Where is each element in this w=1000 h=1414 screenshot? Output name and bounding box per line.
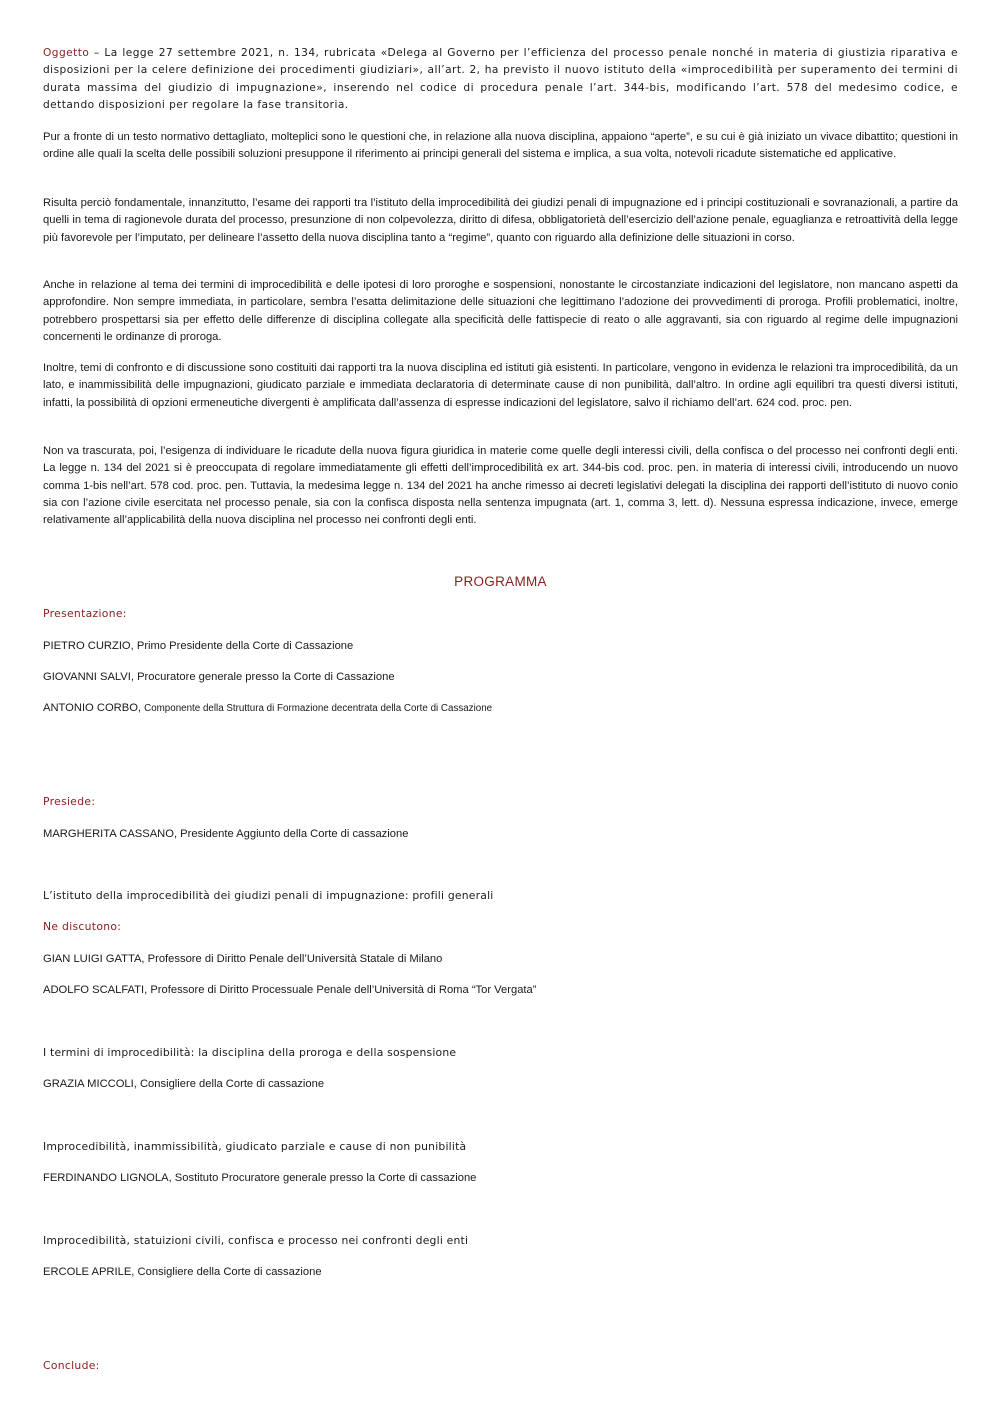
- presenter-name: GIOVANNI SALVI: [43, 671, 131, 683]
- speaker-3: [43, 1170, 476, 1186]
- presenter-name: ANTONIO CORBO: [43, 702, 138, 714]
- presenter-3: ANTONIO CORBO, Componente della Struttura di Formazione decentrata della Corte di Cassazione: [43, 702, 493, 714]
- chair-name: MARGHERITA CASSANO: [43, 828, 174, 840]
- discussant-role: , Professore di Diritto Processuale Penale dell’Università di Roma “Tor Vergata”: [144, 984, 537, 996]
- presentazione-label: Presentazione:: [43, 607, 127, 620]
- presenter-role: Componente della Struttura di Formazione decentrata della Corte di Cassazione: [144, 703, 493, 714]
- speaker-role: , Consigliere della Corte di cassazione: [131, 1266, 322, 1278]
- topic-4: Improcedibilità, statuizioni civili, confisca e processo nei confronti degli enti: [43, 1234, 469, 1247]
- paragraph-5: Non va trascurata, poi, l’esigenza di individuare le ricadute della nuova figura giuridica in materie come quelle degli interessi civili, della confisca o del processo nei confronti degli enti. La legge n. 134 del 2021 si è preoccupata di regolare immediatamente gli effetti dell’improcedibilità ex art. 344-bis cod. proc. pen. in materia di interessi civili, introducendo un nuovo comma 1-bis nell’art. 578 cod. proc. pen. Tuttavia, la medesima legge n. 134 del 2021 ha anche rimesso ai decreti legislativi delegati la disciplina dei rapporti dell’istituto di nuovo conio sia con l’azione civile esercitata nel processo penale, sia con la confisca disposta nella sentenza impugnata (art. 1, comma 3, lett. d). Nessuna espressa indicazione, invece, emerge relativamente all’applicabilità della nuova disciplina nel processo nei confronti degli enti.: [43, 445, 958, 527]
- topic-1: L’istituto della improcedibilità dei giudizi penali di impugnazione: profili generali: [43, 889, 494, 902]
- speaker-name: ERCOLE APRILE: [43, 1266, 132, 1278]
- chair: [43, 826, 408, 842]
- speaker-4: [43, 1264, 322, 1280]
- speaker-role: , Consigliere della Corte di cassazione: [133, 1078, 325, 1090]
- presenter-role: , Procuratore generale presso la Corte di Cassazione: [130, 671, 395, 683]
- paragraph-3: Anche in relazione al tema dei termini di improcedibilità e delle ipotesi di loro proroghe e sospensioni, nonostante le circostanziate indicazioni del legislatore, non mancano aspetti da approfondire. Non sempre immediata, in particolare, sembra l’esatta delimitazione delle situazioni che legittimano l’adozione dei provvedimenti di proroga. Profili problematici, inoltre, potrebbero prospettarsi sia per effetto delle differenze di disciplina collegate alla specificità delle fattispecie di reato o alle aggravanti, sia con riguardo al regime delle impugnazioni concernenti le ordinanze di proroga.: [43, 279, 958, 343]
- presenter-name: PIETRO CURZIO: [43, 640, 131, 652]
- presenter-role: , Primo Presidente della Corte di Cassazione: [130, 640, 354, 652]
- paragraph-1: Pur a fronte di un testo normativo dettagliato, molteplici sono le questioni che, in relazione alla nuova disciplina, appaiono “aperte”, e su cui è già iniziato un vivace dibattito; questioni in ordine alle quali la scelta delle possibili soluzioni presuppone il riferimento ai principi generali del sistema e implica, a sua volta, notevoli ricadute sistematiche ed applicative.: [43, 131, 958, 161]
- paragraph-2: Risulta perciò fondamentale, innanzitutto, l’esame dei rapporti tra l’istituto della improcedibilità dei giudizi penali di impugnazione ed i principi costituzionali e sovranazionali, a partire da quelli in tema di ragionevole durata del processo, presunzione di non colpevolezza, diritto di difesa, obbligatorietà dell’esercizio dell’azione penale, eguaglianza e retroattività della legge più favorevole per l’imputato, per delineare l’assetto della nuova disciplina tanto a “regime”, quanto con riguardo alla definizione delle situazioni in corso.: [43, 197, 958, 244]
- presiede-label: Presiede:: [43, 795, 96, 808]
- presenter-1: [43, 638, 353, 654]
- intro-text: – La legge 27 settembre 2021, n. 134, rubricata «Delega al Governo per l’efficienza del processo penale nonché in materia di giustizia riparativa e disposizioni per la celere definizione dei procedimenti giudiziari», all’art. 2, ha previsto il nuovo istituto della «improcedibilità per superamento dei termini di durata massima del giudizio di impugnazione», inserendo nel codice di procedura penale l’art. 344-bis, modificando l’art. 578 del medesimo codice, e dettando disposizioni per regolare la fase transitoria.: [43, 47, 958, 111]
- speaker-name: GRAZIA MICCOLI: [43, 1078, 134, 1090]
- discussant-role: , Professore di Diritto Penale dell’Università Statale di Milano: [141, 953, 443, 965]
- discussant-1: [43, 951, 442, 967]
- discussant-name: GIAN LUIGI GATTA: [43, 953, 142, 965]
- discutono-label: Ne discutono:: [43, 920, 122, 933]
- topic-2: I termini di improcedibilità: la disciplina della proroga e della sospensione: [43, 1046, 457, 1059]
- speaker-role: , Sostituto Procuratore generale presso la Corte di cassazione: [168, 1172, 477, 1184]
- intro-paragraph: [43, 45, 958, 114]
- discussant-name: ADOLFO SCALFATI: [43, 984, 145, 996]
- chair-role: , Presidente Aggiunto della Corte di cassazione: [173, 828, 409, 840]
- intro-label: Oggetto: [43, 47, 90, 59]
- discussant-2: [43, 982, 536, 998]
- topic-3: Improcedibilità, inammissibilità, giudicato parziale e cause di non punibilità: [43, 1140, 467, 1153]
- speaker-2: [43, 1076, 324, 1092]
- programma-heading: PROGRAMMA: [454, 574, 547, 589]
- conclude-label: Conclude:: [43, 1359, 100, 1372]
- presenter-2: [43, 669, 395, 685]
- paragraph-4: Inoltre, temi di confronto e di discussione sono costituiti dai rapporti tra la nuova disciplina ed istituti già esistenti. In particolare, vengono in evidenza le relazioni tra improcedibilità, da un lato, e inammissibilità delle impugnazioni, giudicato parziale e immediata declaratoria di determinate cause di non punibilità, dall’altro. In ordine agli equilibri tra questi diversi istituti, infatti, la possibilità di opzioni ermeneutiche divergenti è amplificata dall’assenza di espresse indicazioni del legislatore, salvo il richiamo dell’art. 624 cod. proc. pen.: [43, 362, 958, 409]
- speaker-name: FERDINANDO LIGNOLA: [43, 1172, 169, 1184]
